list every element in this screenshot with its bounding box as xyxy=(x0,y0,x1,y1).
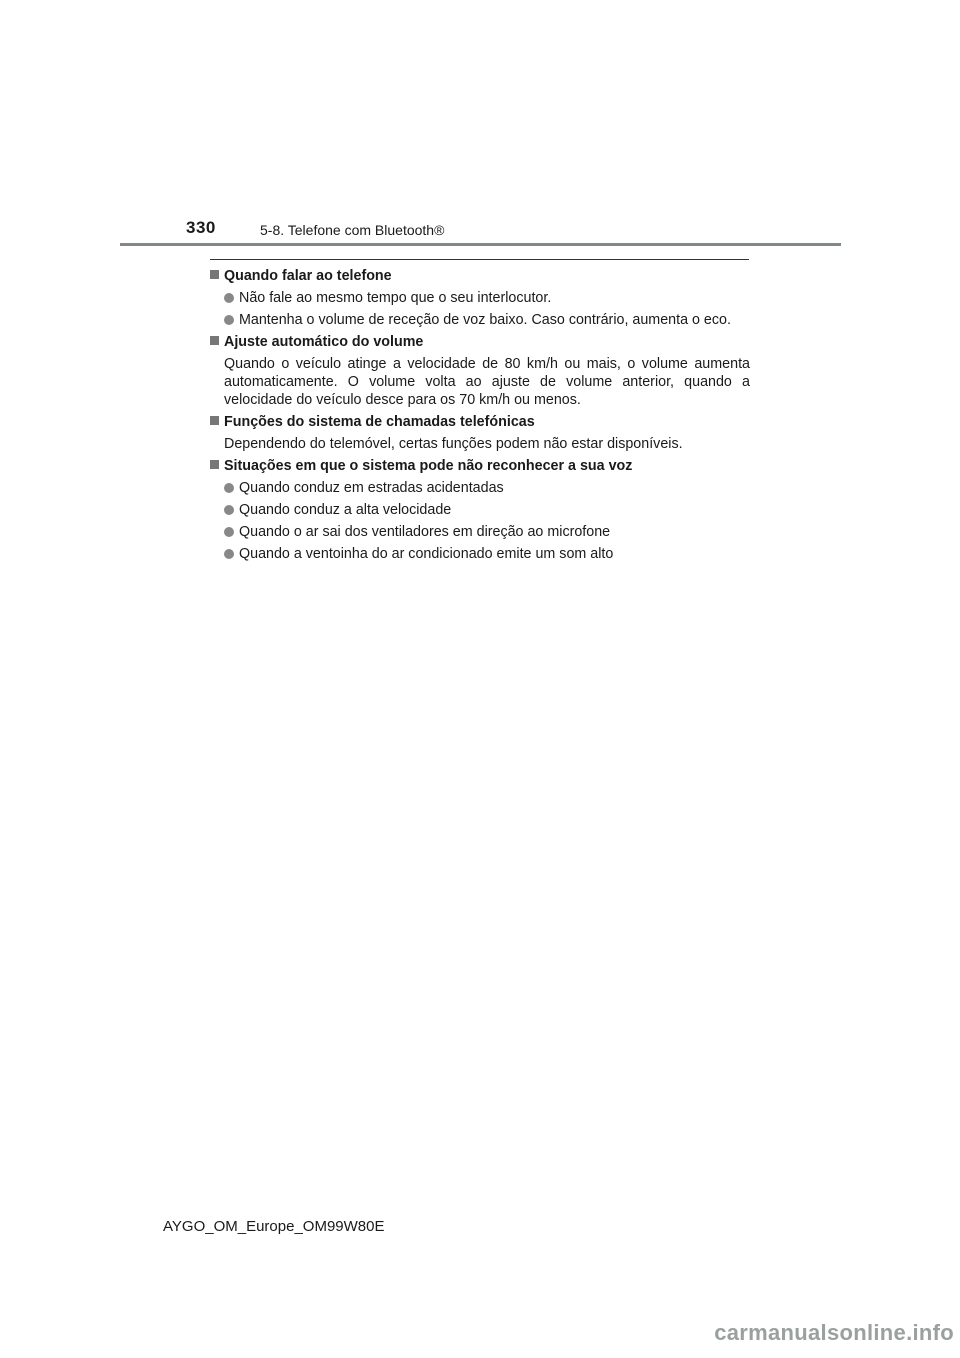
heading-text: Situações em que o sistema pode não reconhecer a sua voz xyxy=(224,458,633,474)
footer-doc-code: AYGO_OM_Europe_OM99W80E xyxy=(163,1218,385,1235)
list-item xyxy=(224,545,750,563)
page-content xyxy=(210,265,750,567)
heading-voice-recognition xyxy=(210,457,750,475)
square-bullet-icon xyxy=(210,270,219,279)
round-bullet-icon xyxy=(224,505,234,515)
watermark: carmanualsonline.info xyxy=(714,1320,954,1345)
heading-auto-volume xyxy=(210,333,750,351)
round-bullet-icon xyxy=(224,483,234,493)
list-item xyxy=(224,479,750,497)
content-rule xyxy=(210,259,749,260)
list-item-text: Quando a ventoinha do ar condicionado emite um som alto xyxy=(239,546,614,562)
square-bullet-icon xyxy=(210,336,219,345)
heading-call-functions xyxy=(210,413,750,431)
page-number: 330 xyxy=(186,218,216,237)
round-bullet-icon xyxy=(224,527,234,537)
round-bullet-icon xyxy=(224,549,234,559)
round-bullet-icon xyxy=(224,315,234,325)
heading-text: Funções do sistema de chamadas telefónicas xyxy=(224,414,535,430)
list-item-text: Não fale ao mesmo tempo que o seu interlocutor. xyxy=(239,290,552,306)
list-item xyxy=(224,311,750,329)
list-item-text: Mantenha o volume de receção de voz baixo. Caso contrário, aumenta o eco. xyxy=(239,312,731,328)
heading-talking-on-phone xyxy=(210,267,750,285)
heading-text: Ajuste automático do volume xyxy=(224,334,424,350)
list-item-text: Quando o ar sai dos ventiladores em direção ao microfone xyxy=(239,524,611,540)
header-rule xyxy=(120,243,841,246)
list-item xyxy=(224,289,750,307)
square-bullet-icon xyxy=(210,460,219,469)
list-item xyxy=(224,523,750,541)
section-title: 5-8. Telefone com Bluetooth® xyxy=(260,222,445,238)
list-item-text: Quando conduz a alta velocidade xyxy=(239,502,452,518)
square-bullet-icon xyxy=(210,416,219,425)
paragraph: Dependendo do telemóvel, certas funções podem não estar disponíveis. xyxy=(224,436,683,452)
round-bullet-icon xyxy=(224,293,234,303)
list-item-text: Quando conduz em estradas acidentadas xyxy=(239,480,504,496)
paragraph: Quando o veículo atinge a velocidade de 80 km/h ou mais, o volume aumenta automaticamente. O volume volta ao ajuste de volume anterior, quando a velocidade do veículo desce para os 70 km/h ou menos. xyxy=(224,356,750,408)
heading-text: Quando falar ao telefone xyxy=(224,268,392,284)
list-item xyxy=(224,501,750,519)
